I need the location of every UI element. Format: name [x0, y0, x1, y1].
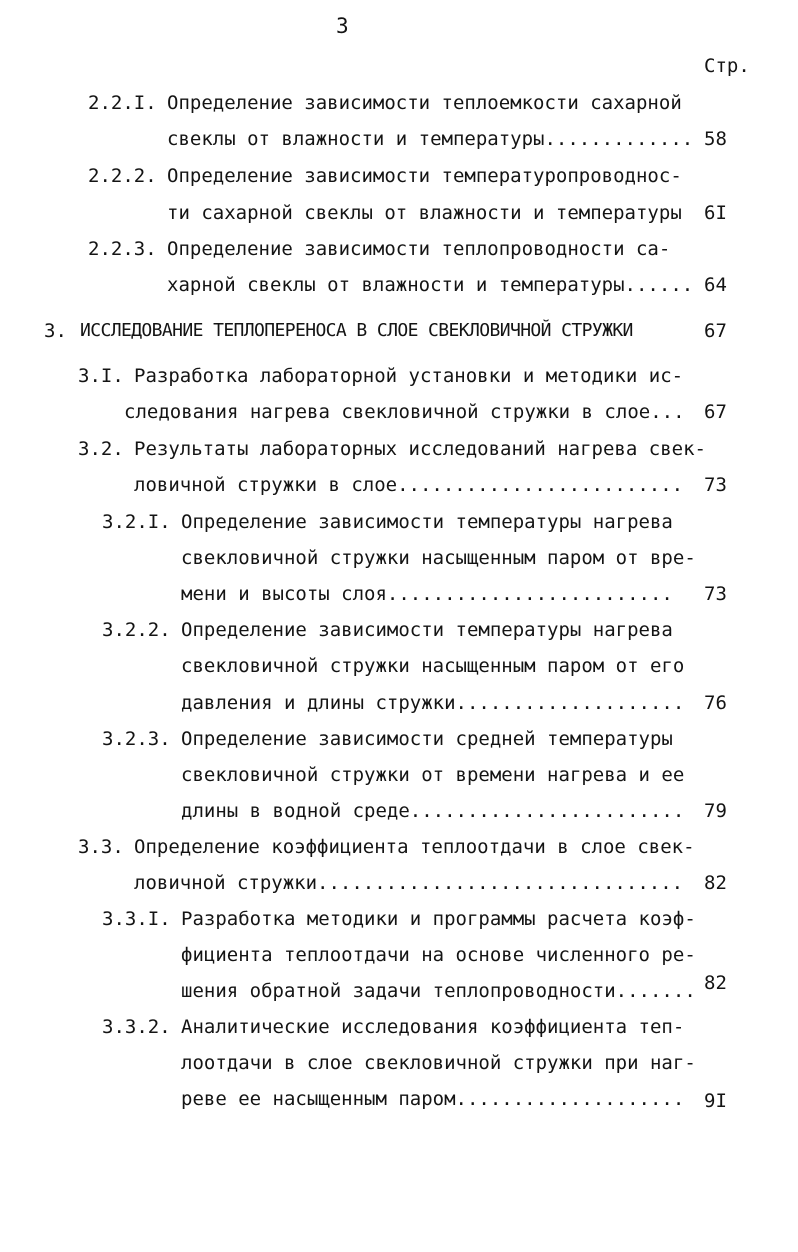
entry-text-line: свекловичной стружки насыщенным паром от вре- [181, 547, 696, 569]
entry-number: 2.2.2. [88, 165, 157, 187]
entry-text-line: Определение зависимости температуры нагрева [181, 619, 673, 641]
entry-page: 82 [704, 872, 727, 894]
entry-text-line: харной свеклы от влажности и температуры...... [167, 274, 694, 296]
entry-page: 9I [704, 1090, 727, 1112]
entry-text-line: фициента теплоотдачи на основе численного ре- [181, 944, 696, 966]
entry-page: 73 [704, 583, 727, 605]
entry-number: 2.2.3. [88, 238, 157, 260]
entry-text-line: Определение зависимости температуропроводнос- [167, 165, 682, 187]
entry-number: 3.I. [78, 365, 124, 387]
entry-text-line: ловичной стружки................................ [134, 872, 684, 894]
entry-page: 67 [704, 401, 727, 423]
entry-text-line: Разработка лабораторной установки и методики ис- [134, 365, 684, 387]
entry-text-line: Результаты лабораторных исследований нагрева свек- [134, 438, 706, 460]
entry-number: 3.3.2. [102, 1016, 171, 1038]
entry-text-line: ловичной стружки в слое......................... [134, 474, 684, 496]
entry-text-line: реве ее насыщенным паром.................... [181, 1088, 685, 1110]
entry-text-line: Определение зависимости теплопроводности са- [167, 238, 671, 260]
entry-number: 3.2.2. [102, 619, 171, 641]
entry-page: 64 [704, 274, 727, 296]
entry-page: 82 [704, 972, 727, 994]
entry-number: 2.2.I. [88, 92, 157, 114]
entry-page: 76 [704, 692, 727, 714]
entry-page: 73 [704, 474, 727, 496]
entry-text-line: ти сахарной свеклы от влажности и температуры [167, 202, 682, 224]
page-column-header: Стр. [704, 55, 750, 77]
entry-text-line: Разработка методики и программы расчета коэф- [181, 908, 696, 930]
entry-text-line: Определение зависимости температуры нагрева [181, 511, 673, 533]
chapter-number: 3. [44, 320, 67, 342]
entry-page: 79 [704, 800, 727, 822]
entry-text-line: давления и длины стружки.................... [181, 692, 685, 714]
entry-text-line: лоотдачи в слое свекловичной стружки при наг- [181, 1052, 696, 1074]
entry-number: 3.2.I. [102, 511, 171, 533]
entry-number: 3.2. [78, 438, 124, 460]
page-number: 3 [336, 14, 349, 38]
entry-text-line: шения обратной задачи теплопроводности....... [181, 980, 696, 1002]
entry-text-line: свеклы от влажности и температуры............. [167, 128, 694, 150]
entry-text-line: свекловичной стружки насыщенным паром от его [181, 655, 685, 677]
entry-text-line: свекловичной стружки от времени нагрева и ее [181, 764, 685, 786]
entry-text-line: Определение зависимости теплоемкости сахарной [167, 92, 682, 114]
entry-page: 67 [704, 320, 727, 342]
entry-text-line: следования нагрева свекловичной стружки в слое... [124, 401, 685, 423]
entry-text-line: мени и высоты слоя......................... [181, 583, 673, 605]
entry-text-line: длины в водной среде........................ [181, 800, 685, 822]
entry-text-line: Определение зависимости средней температуры [181, 728, 673, 750]
entry-number: 3.2.3. [102, 728, 171, 750]
entry-number: 3.3.I. [102, 908, 171, 930]
chapter-title: ИССЛЕДОВАНИЕ ТЕПЛОПЕРЕНОСА В СЛОЕ СВЕКЛОВИЧНОЙ СТРУЖКИ [80, 320, 633, 341]
entry-text-line: Определение коэффициента теплоотдачи в слое свек- [134, 836, 695, 858]
entry-number: 3.3. [78, 836, 124, 858]
entry-page: 58 [704, 128, 727, 150]
entry-text-line: Аналитические исследования коэффициента теп- [181, 1016, 685, 1038]
entry-page: 6I [704, 202, 727, 224]
